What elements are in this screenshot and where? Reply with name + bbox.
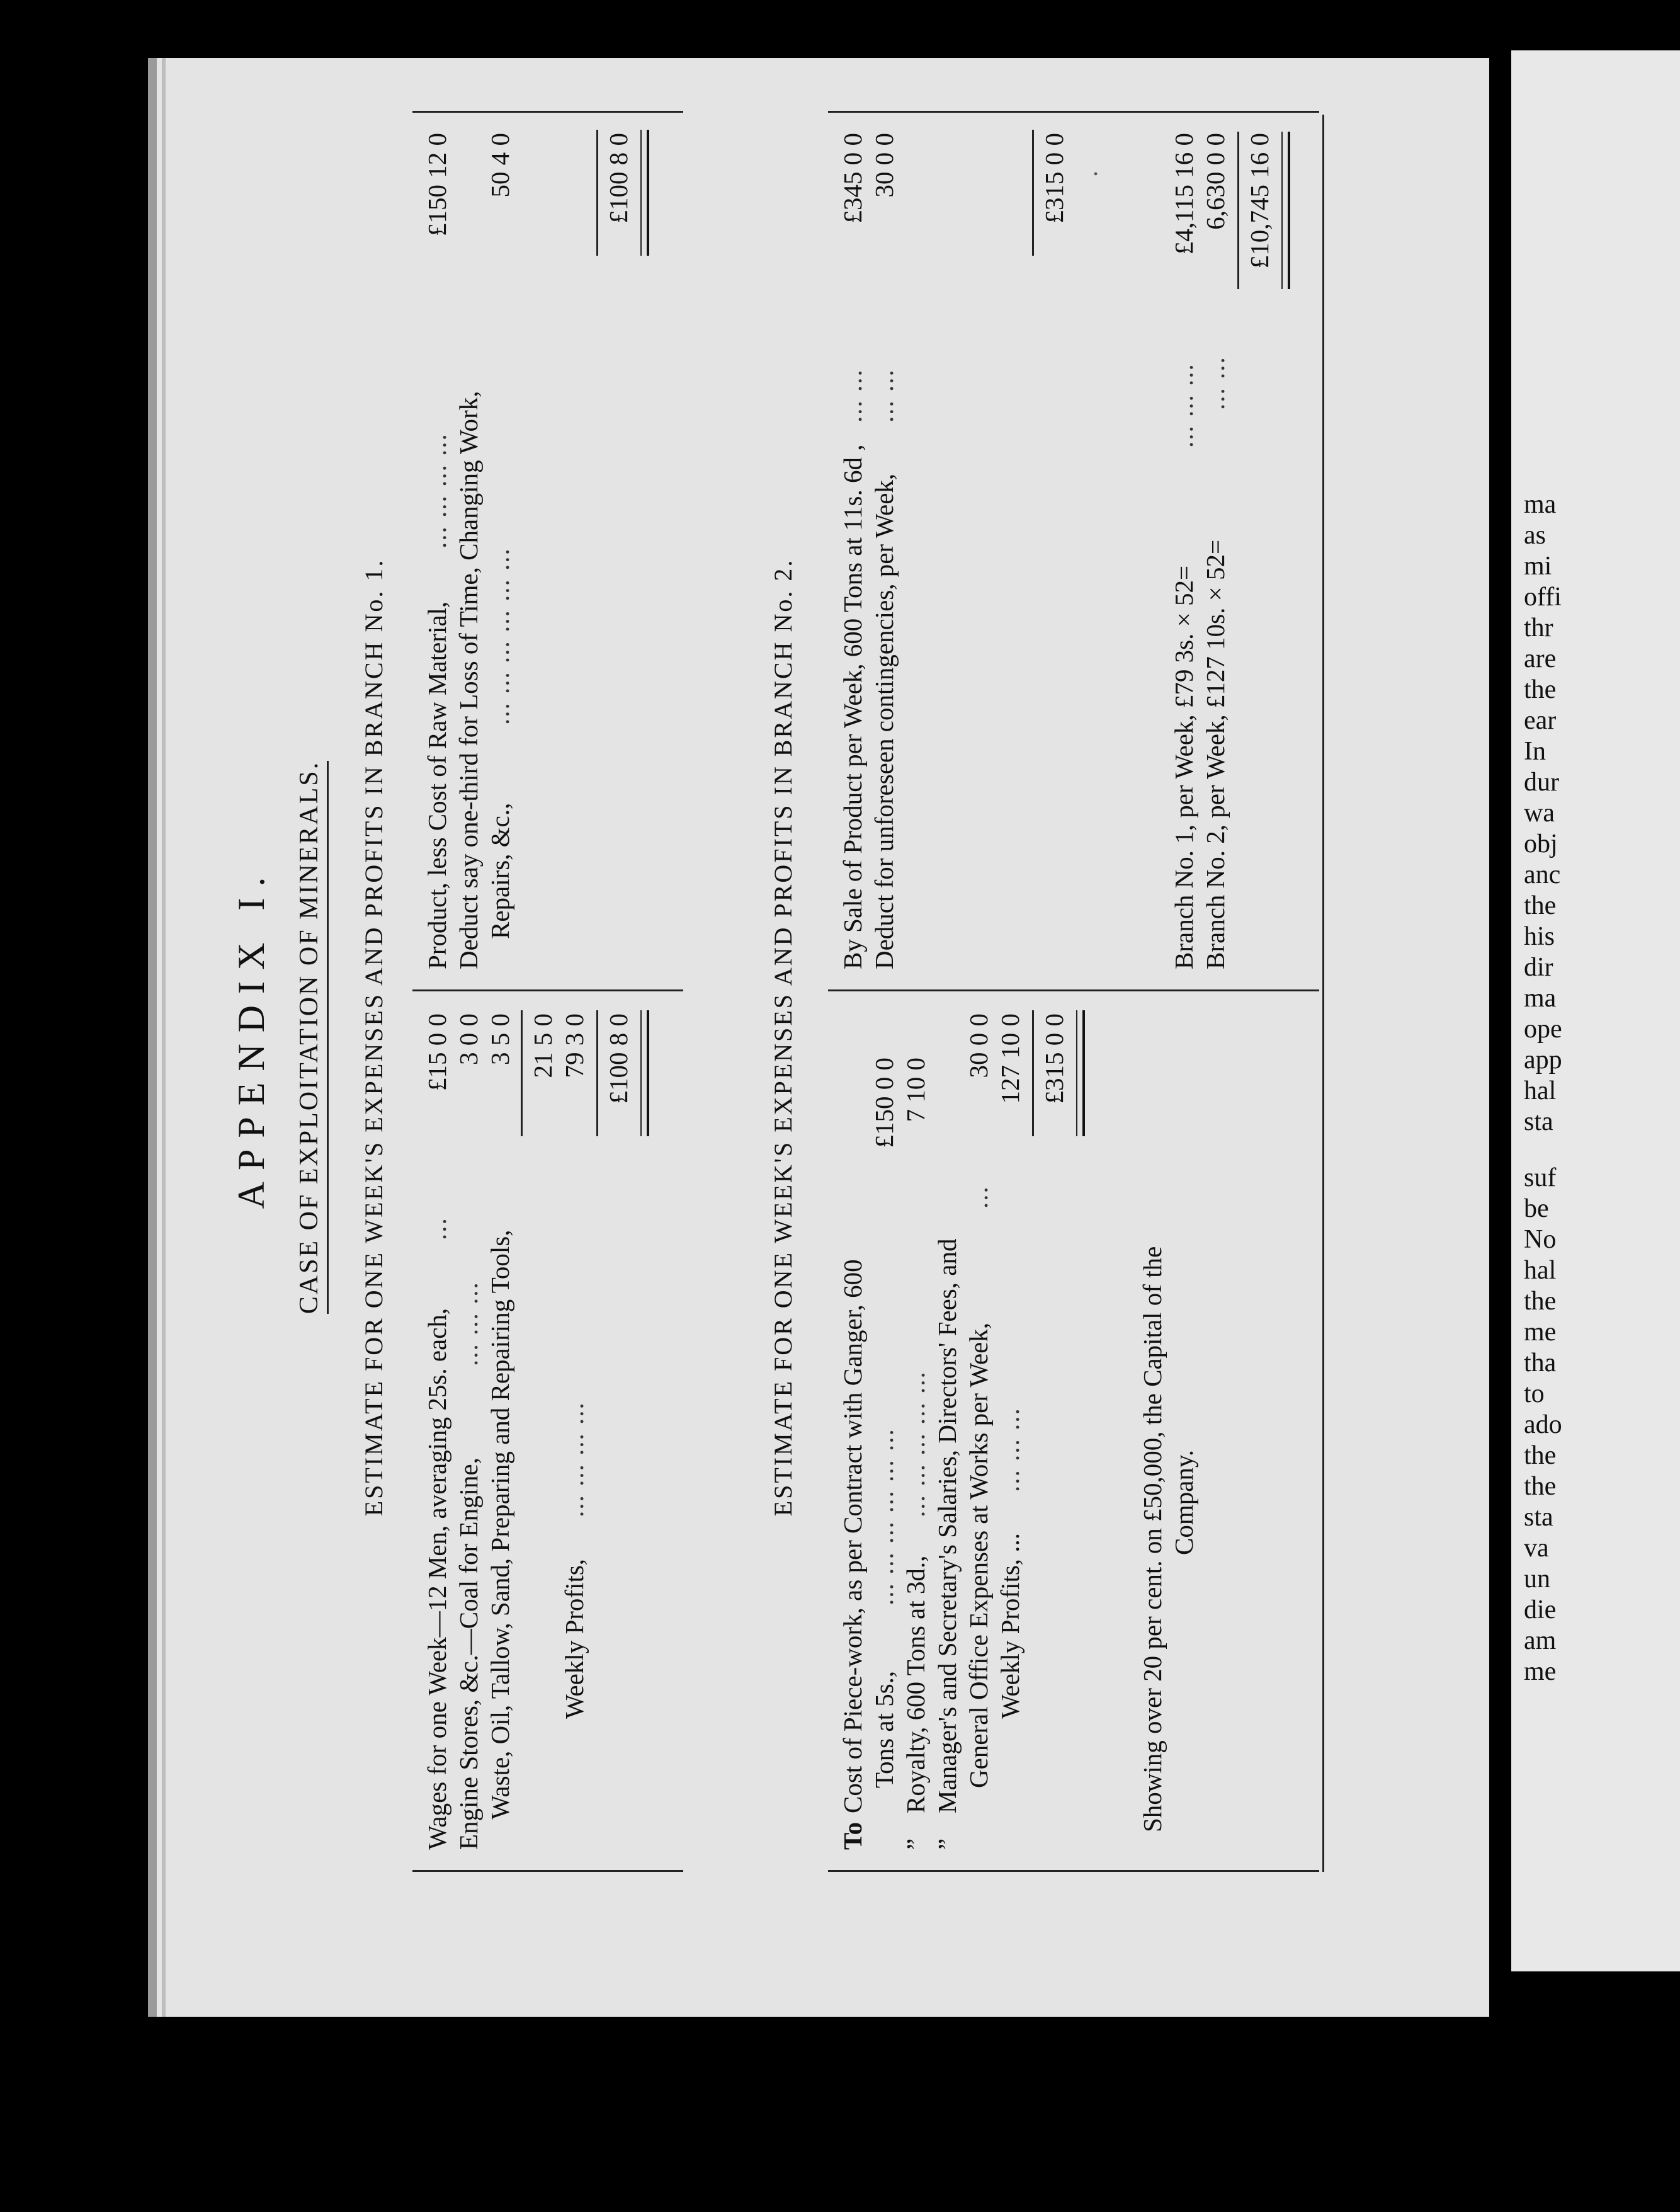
- text-fragment: sta: [1524, 1107, 1553, 1136]
- rotated-page-content: [148, 58, 1489, 2017]
- double-rule: [1076, 1010, 1085, 1136]
- branch1-table: [412, 111, 683, 1872]
- table-row: Engine Stores, &c.—Coal for Engine, ... ... ... 3 0 0: [454, 1013, 483, 1850]
- text-fragment: obj: [1524, 830, 1558, 858]
- double-rule: [640, 1010, 649, 1136]
- summary-row: Branch No. 1, per Week, £79 3s. × 52= ... ... ... £4,115 16 0: [1169, 133, 1198, 969]
- text-fragment: app: [1524, 1046, 1562, 1075]
- text-fragment: be: [1524, 1194, 1549, 1223]
- text-fragment: In: [1524, 737, 1546, 766]
- text-fragment: No: [1524, 1225, 1557, 1254]
- subtotal-rule: [521, 1010, 523, 1136]
- total-row: £315 0 0: [1040, 133, 1069, 224]
- text-fragment: the: [1524, 1287, 1557, 1316]
- double-rule: [640, 130, 649, 256]
- table-row: General Office Expenses at Works per Week, ... 30 0 0: [964, 1013, 993, 1788]
- table-row: By Sale of Product per Week, 600 Tons at 11s. 6d , ... ... £345 0 0: [838, 133, 867, 969]
- branch2-table: To Cost of Piece-work, as per Contract with Ganger, 600 Tons at 5s., ... ... ... ... ... ... £150 0 0 ” Royalty, 600 Tons at 3d., ... ... ... ... ... 7 10 0 ” Manager's and Secretary's Salaries, Directors' Fees, and General Office Expenses at Works per Week, ... 30 0 0 Weekly Profits, ... ... ... ... 127 10 0 £315 0 0 By Sale of Product per Week, 600 Tons at 11s. 6d , ... ... £345 0 0 Deduct for unforeseen contingencies, per Week, ... ... 30 0 0 £315 0 0 . Showing over 20 per cent. on £50,000, the Capital of the Company. Branch No. 1, per Week, £79 3s. × 52= ... ... ... £4,115 16 0 Branch No. 2, per Week, £127 10s. × 52= ... ... 6,630 0 0 £10,745 16 0: [828, 111, 1319, 1872]
- subtotal-row: 21 5 0: [528, 1013, 557, 1078]
- text-fragment: ado: [1524, 1410, 1562, 1439]
- text-fragment: sta: [1524, 1503, 1553, 1532]
- text-fragment: dur: [1524, 768, 1559, 797]
- table-row: To Cost of Piece-work, as per Contract with Ganger, 600: [838, 1259, 867, 1850]
- text-fragment: offi: [1524, 583, 1562, 612]
- text-fragment: die: [1524, 1595, 1557, 1624]
- text-fragment: ma: [1524, 984, 1557, 1013]
- text-fragment: to: [1524, 1379, 1545, 1408]
- weekly-profits-row: Weekly Profits, ... ... ... ... 127 10 0: [996, 1013, 1024, 1719]
- text-fragment: are: [1524, 644, 1557, 673]
- bottom-rule: [1322, 115, 1324, 1872]
- total-rule: [1237, 132, 1239, 289]
- weekly-profits-row: Weekly Profits, ... ... ... ... 79 3 0: [560, 1013, 589, 1719]
- total-rule: [596, 1010, 598, 1136]
- text-fragment: the: [1524, 891, 1557, 920]
- summary-row: Branch No. 2, per Week, £127 10s. × 52= ... ... 6,630 0 0: [1201, 133, 1230, 969]
- text-fragment: me: [1524, 1318, 1557, 1347]
- text-fragment: hal: [1524, 1256, 1557, 1285]
- total-rule: [1032, 1010, 1034, 1136]
- text-fragment: va: [1524, 1534, 1549, 1563]
- table-divider: [828, 989, 1319, 991]
- branch2-heading: ESTIMATE FOR ONE WEEK'S EXPENSES AND PROFITS IN BRANCH No. 2.: [769, 558, 797, 1517]
- text-fragment: un: [1524, 1565, 1550, 1593]
- table-row: Tons at 5s., ... ... ... ... ... ... £150 0 0: [870, 1058, 899, 1788]
- book-page-right: [1511, 50, 1680, 1971]
- double-rule: [1281, 132, 1290, 289]
- total-row: £315 0 0: [1040, 1013, 1069, 1104]
- table-row: Deduct for unforeseen contingencies, per Week, ... ... 30 0 0: [870, 133, 899, 969]
- table-divider: [412, 989, 683, 991]
- text-fragment: dir: [1524, 953, 1553, 982]
- total-rule: [1032, 130, 1034, 256]
- text-fragment: thr: [1524, 613, 1553, 642]
- text-fragment: tha: [1524, 1348, 1557, 1377]
- text-fragment: his: [1524, 922, 1555, 951]
- book-page-left: [148, 58, 1489, 2017]
- summary-note: Company.: [1169, 1449, 1198, 1555]
- text-fragment: hal: [1524, 1076, 1557, 1105]
- text-fragment: as: [1524, 521, 1546, 550]
- table-row: Repairs, &c., ... ... ... ... ... ... 50 4 0: [485, 133, 514, 939]
- text-fragment: the: [1524, 1441, 1557, 1470]
- text-fragment: me: [1524, 1657, 1557, 1686]
- summary-note: Showing over 20 per cent. on £50,000, the Capital of the: [1138, 1246, 1167, 1832]
- text-fragment: am: [1524, 1626, 1557, 1655]
- text-fragment: ope: [1524, 1015, 1562, 1044]
- total-rule: [596, 130, 598, 256]
- text-fragment: ma: [1524, 490, 1557, 519]
- table-row: Product, less Cost of Raw Material, ... ... ... ... £150 12 0: [423, 133, 451, 969]
- appendix-title: APPENDIX I.: [230, 865, 272, 1209]
- case-subtitle: CASE OF EXPLOITATION OF MINERALS.: [294, 761, 329, 1314]
- total-row: £100 8 0: [604, 133, 633, 224]
- text-fragment: ear: [1524, 706, 1557, 735]
- table-row: ” Manager's and Secretary's Salaries, Directors' Fees, and: [933, 1238, 962, 1850]
- text-fragment: mi: [1524, 552, 1552, 581]
- table-row: ” Royalty, 600 Tons at 3d., ... ... ... ... ... 7 10 0: [901, 1058, 930, 1850]
- text-fragment: suf: [1524, 1163, 1557, 1192]
- table-row: Waste, Oil, Tallow, Sand, Preparing and Repairing Tools, 3 5 0: [485, 1013, 514, 1820]
- total-row: £100 8 0: [604, 1013, 633, 1104]
- text-fragment: the: [1524, 1472, 1557, 1501]
- text-fragment: anc: [1524, 860, 1561, 889]
- grand-total-row: £10,745 16 0: [1245, 133, 1274, 269]
- branch1-heading: ESTIMATE FOR ONE WEEK'S EXPENSES AND PROFITS IN BRANCH No. 1.: [360, 558, 388, 1517]
- table-row: Deduct say one-third for Loss of Time, Changing Work,: [454, 391, 483, 969]
- text-fragment: the: [1524, 675, 1557, 704]
- text-fragment: wa: [1524, 799, 1555, 828]
- table-row: Wages for one Week—12 Men, averaging 25s. each, ... £15 0 0: [423, 1013, 451, 1850]
